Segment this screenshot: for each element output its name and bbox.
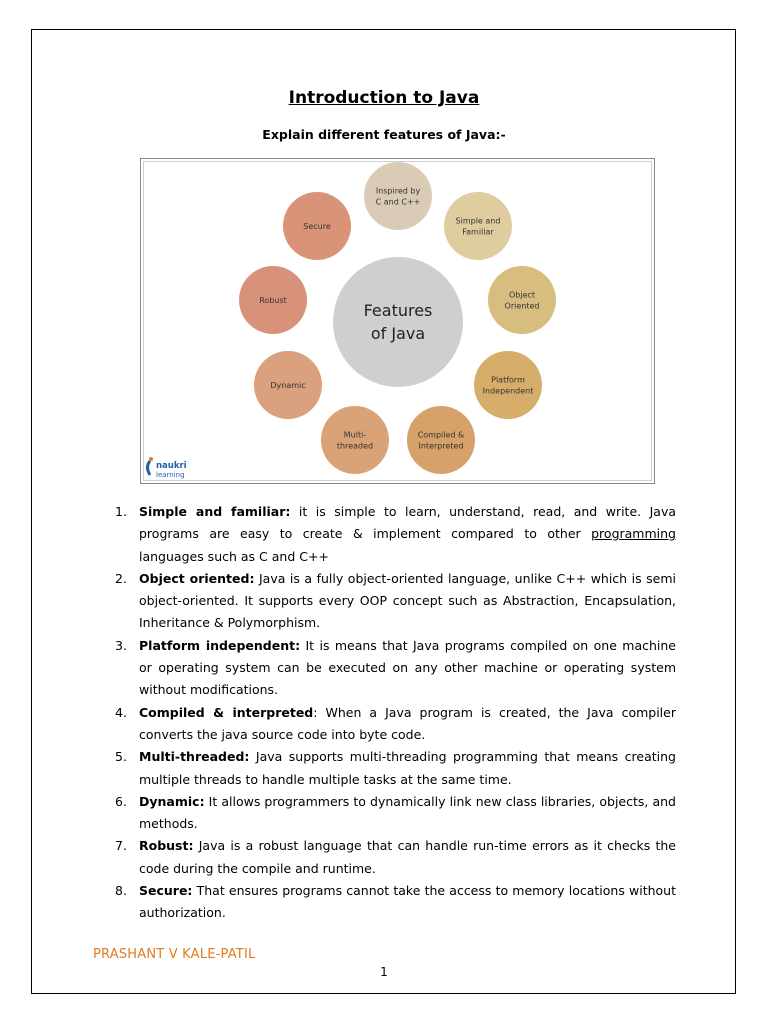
page-subtitle: Explain different features of Java:-	[262, 127, 506, 142]
feature-number: 3.	[115, 637, 127, 653]
features-diagram	[140, 158, 655, 484]
feature-term: Robust:	[139, 838, 194, 854]
diagram-node	[283, 192, 351, 260]
logo-text-1: naukri	[156, 461, 187, 471]
feature-list-item: 2. Object oriented: Java is a fully object-oriented language, unlike C++ which is semi object-oriented. It supports every OOP concept such as Abstraction, Encapsulation, Inheritance & Polymorphism.	[110, 568, 676, 635]
footer-author: PRASHANT V KALE-PATIL	[93, 947, 256, 962]
feature-term: Secure:	[139, 883, 193, 899]
diagram-center-label-1: Features	[363, 301, 433, 320]
diagram-node-label: Compiled &	[417, 430, 465, 440]
feature-number: 4.	[115, 704, 127, 720]
diagram-node-label: Interpreted	[418, 441, 464, 451]
feature-term: Platform independent:	[139, 637, 301, 653]
feature-list-item: 3. Platform independent: It is means that Java programs compiled on one machine or operating system can be executed on any other machine or operating system without modifications.	[110, 635, 676, 702]
feature-number: 8.	[115, 883, 127, 899]
feature-number: 5.	[115, 749, 127, 765]
diagram-node-label: threaded	[336, 441, 374, 451]
logo-swoosh-icon	[148, 461, 151, 475]
naukri-learning-logo	[148, 457, 187, 479]
diagram-node-label: Dynamic	[270, 381, 306, 390]
diagram-node-circle	[364, 162, 432, 230]
diagram-node-label: Multi-	[343, 430, 367, 440]
diagram-node	[488, 266, 556, 334]
diagram-node-label: Secure	[303, 222, 331, 231]
feature-term: Multi-threaded:	[139, 749, 250, 765]
feature-number: 6.	[115, 793, 127, 809]
diagram-node-label: Inspired by	[375, 186, 421, 196]
feature-list	[110, 501, 676, 925]
feature-list-item: 6. Dynamic: It allows programmers to dynamically link new class libraries, objects, and methods.	[110, 791, 676, 836]
diagram-node-label: Simple and	[455, 216, 501, 226]
diagram-node-circle	[474, 351, 542, 419]
diagram-node-label: Familiar	[462, 227, 494, 237]
feature-list-item: 7. Robust: Java is a robust language that can handle run-time errors as it checks the code during the compile and runtime.	[110, 835, 676, 880]
diagram-node	[407, 406, 475, 474]
feature-number: 1.	[115, 504, 127, 519]
feature-term: Compiled & interpreted	[139, 704, 314, 720]
diagram-node	[474, 351, 542, 419]
diagram-node-label: Independent	[482, 386, 534, 396]
feature-term: Simple and familiar:	[139, 504, 291, 519]
diagram-center-label-2: of Java	[370, 324, 426, 343]
diagram-node	[364, 162, 432, 230]
features-diagram-svg	[141, 159, 656, 485]
diagram-node-circle	[407, 406, 475, 474]
diagram-node-label: Platform	[491, 375, 525, 385]
logo-text-2: learning	[156, 471, 185, 479]
diagram-center-circle	[333, 257, 463, 387]
feature-list-item: 5. Multi-threaded: Java supports multi-threading programming that means creating multiple threads to handle multiple tasks at the same time.	[110, 746, 676, 791]
diagram-node-label: Oriented	[504, 301, 540, 311]
page-number: 1	[380, 965, 388, 979]
diagram-node	[254, 351, 322, 419]
feature-link-text[interactable]: programming	[591, 526, 676, 542]
feature-list-item: 4. Compiled & interpreted: When a Java program is created, the Java compiler converts the java source code into byte code.	[110, 702, 676, 747]
diagram-node-circle	[321, 406, 389, 474]
diagram-node-circle	[444, 192, 512, 260]
feature-number: 2.	[115, 570, 127, 586]
feature-number: 7.	[115, 838, 127, 854]
feature-list-item: 8. Secure: That ensures programs cannot take the access to memory locations without authorization.	[110, 880, 676, 925]
diagram-node	[444, 192, 512, 260]
diagram-node-circle	[488, 266, 556, 334]
page-title: Introduction to Java	[288, 88, 480, 108]
feature-term: Object oriented:	[139, 570, 255, 586]
feature-term: Dynamic:	[139, 793, 205, 809]
diagram-node-label: Object	[508, 290, 536, 300]
diagram-node-label: C and C++	[375, 197, 421, 207]
diagram-node	[239, 266, 307, 334]
logo-dot-icon	[149, 457, 153, 461]
feature-list-item: 1. Simple and familiar: it is simple to learn, understand, read, and write. Java programs are easy to create & implement compared to other programming languages such as C and C++	[110, 501, 676, 568]
diagram-node	[321, 406, 389, 474]
diagram-node-label: Robust	[259, 296, 287, 305]
